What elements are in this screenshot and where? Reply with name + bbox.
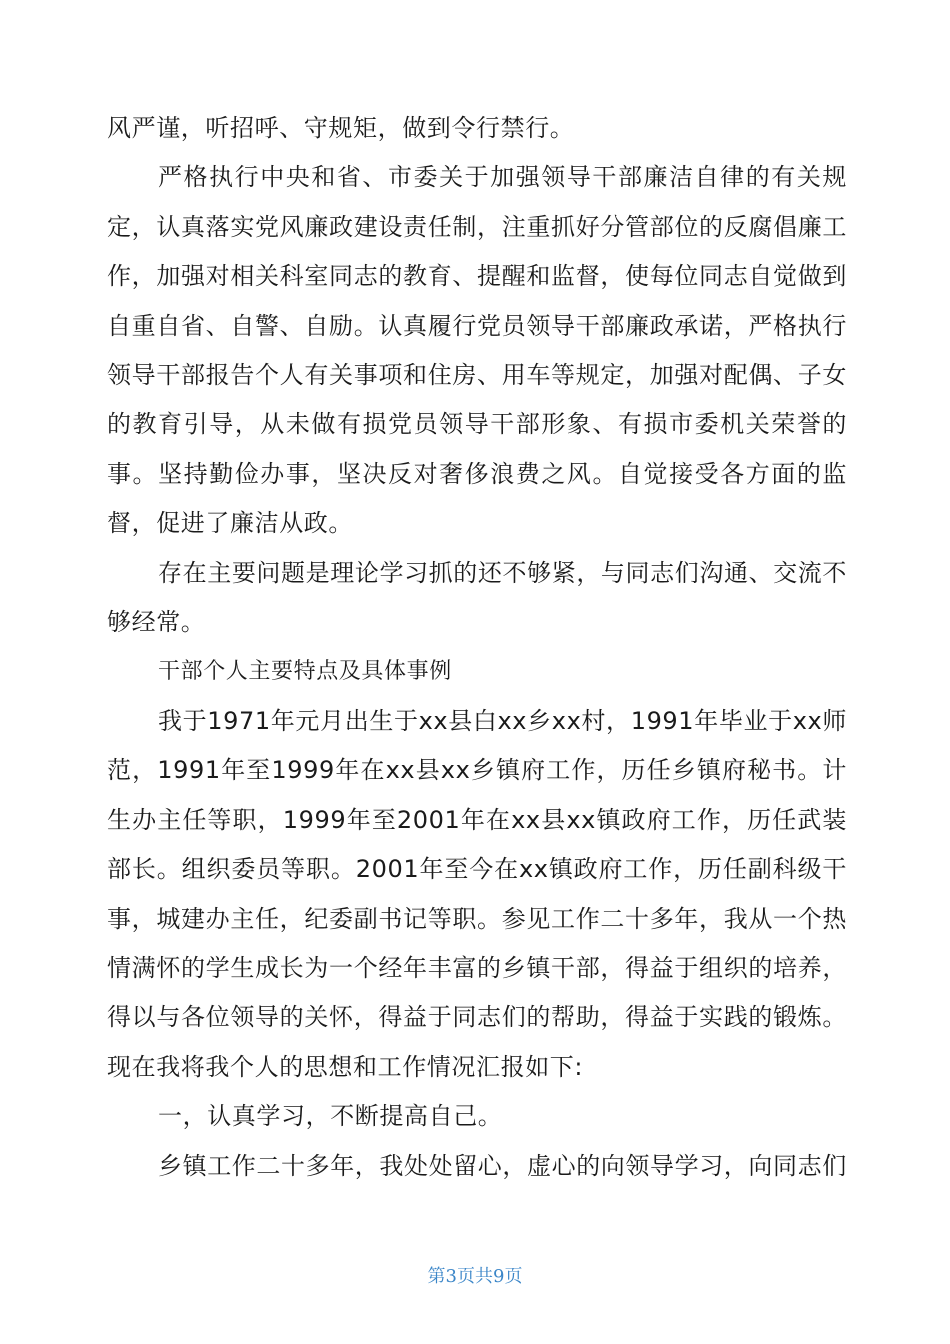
paragraph-point-one: 一，认真学习，不断提高自己。: [158, 1102, 503, 1131]
page-number-footer: 第3页共9页: [427, 1266, 523, 1287]
document-body: [107, 104, 847, 1191]
paragraph-integrity: 严格执行中央和省、市委关于加强领导干部廉洁自律的有关规定，认真落实党风廉政建设责任制，注重抓好分管部位的反腐倡廉工作，加强对相关科室同志的教育、提醒和监督，使每位同志自觉做到自重自省、自警、自励。认真履行党员领导干部廉政承诺，严格执行领导干部报告个人有关事项和住房、用车等规定，加强对配偶、子女的教育引导，从未做有损党员领导干部形象、有损市委机关荣誉的事。坚持勤俭办事，坚决反对奢侈浪费之风。自觉接受各方面的监督，促进了廉洁从政。: [107, 163, 847, 538]
paragraph-problems: 存在主要问题是理论学习抓的还不够紧，与同志们沟通、交流不够经常。: [107, 558, 847, 637]
paragraph-biography: 我于1971年元月出生于xx县白xx乡xx村，1991年毕业于xx师范，1991年至1999年在xx县xx乡镇府工作，历任乡镇府秘书。计生办主任等职，1999年至2001年在xx县xx镇政府工作，历任武装部长。组织委员等职。2001年至今在xx镇政府工作，历任副科级干事，城建办主任，纪委副书记等职。参见工作二十多年，我从一个热情满怀的学生成长为一个经年丰富的乡镇干部，得益于组织的培养，得以与各位领导的关怀，得益于同志们的帮助，得益于实践的锻炼。现在我将我个人的思想和工作情况汇报如下:: [107, 706, 847, 1081]
section-heading: 干部个人主要特点及具体事例: [158, 659, 452, 685]
paragraph-continuation: 风严谨，听招呼、守规矩，做到令行禁行。: [107, 114, 575, 142]
paragraph-study: 乡镇工作二十多年，我处处留心，虚心的向领导学习，向同志们: [158, 1151, 847, 1180]
